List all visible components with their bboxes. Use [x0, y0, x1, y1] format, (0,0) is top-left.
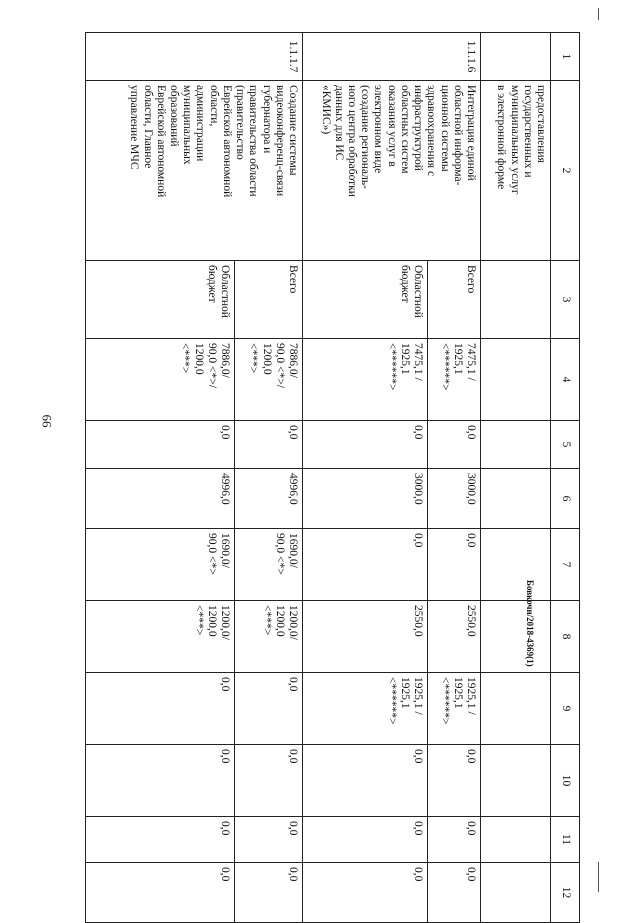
col-header-1: 1	[551, 33, 580, 81]
cell-col-7: 1690,0/ 90,0 <*>	[235, 529, 303, 601]
item-name: Создание системы видеоконференц-связи губернатора и правительства области (правительство Еврейской автономной области, администрации муниципальных образований Еврейской автономной области, Главное управление МЧС	[86, 81, 303, 261]
cell-col-11: 0,0	[428, 817, 481, 863]
document-code: Бовкочн/2018-4369(1)	[525, 580, 535, 667]
col-header-2: 2	[551, 81, 580, 261]
funding-source: Областной бюджет	[86, 261, 235, 339]
cell-col-6: 3000,0	[303, 469, 428, 529]
page-number: 66	[39, 414, 55, 428]
cell-col-12: 0,0	[428, 863, 481, 923]
col-header-12: 12	[551, 863, 580, 923]
cell-col-10: 0,0	[235, 745, 303, 817]
funding-source: Областной бюджет	[303, 261, 428, 339]
item-code: 1.1.1.7	[86, 33, 303, 81]
continued-row	[481, 33, 551, 923]
table-row	[428, 33, 481, 923]
cell-col-12: 0,0	[235, 863, 303, 923]
col-header-8: 8	[551, 601, 580, 673]
continued-name-cell: предоставления государственных и муниципальных услуг в электронной форме	[481, 81, 551, 261]
budget-table-rotated	[85, 32, 580, 899]
funding-source: Всего	[235, 261, 303, 339]
cell-col-4: 7886,0/ 90,0 <*>/ 1200,0 <***>	[86, 339, 235, 421]
cell-col-10: 0,0	[428, 745, 481, 817]
col-header-9: 9	[551, 673, 580, 745]
cell-col-10: 0,0	[86, 745, 235, 817]
header-row	[551, 33, 580, 923]
cell-col-7: 1690,0/ 90,0 <*>	[86, 529, 235, 601]
col-header-7: 7	[551, 529, 580, 601]
col-header-10: 10	[551, 745, 580, 817]
item-name: Интеграция единой областной информа- ционной системы здравоохранения с инфраструктурой областных систем оказания услуг в электронном виде (создание региональ- ного центра обработки данных для ИС «КМИС»)	[303, 81, 481, 261]
cell-col-5: 0,0	[303, 421, 428, 469]
cell-col-7: 0,0	[303, 529, 428, 601]
cell-col-9: 0,0	[86, 673, 235, 745]
col-header-11: 11	[551, 817, 580, 863]
col-header-3: 3	[551, 261, 580, 339]
table-row	[235, 33, 303, 923]
cell-col-4: 7886,0/ 90,0 <*>/ 1200,0 <***>	[235, 339, 303, 421]
budget-table	[85, 32, 580, 923]
col-header-6: 6	[551, 469, 580, 529]
cell-col-5: 0,0	[86, 421, 235, 469]
cell-col-12: 0,0	[86, 863, 235, 923]
cell-col-6: 4996,0	[86, 469, 235, 529]
scan-edge-mark	[598, 8, 599, 20]
cell-col-10: 0,0	[303, 745, 428, 817]
cell-col-8: 2550,0	[428, 601, 481, 673]
cell-col-6: 3000,0	[428, 469, 481, 529]
cell-col-5: 0,0	[428, 421, 481, 469]
cell-col-4: 7475,1 / 1925,1 <******>	[428, 339, 481, 421]
cell-col-8: 1200,0/ 1200,0 <***>	[86, 601, 235, 673]
cell-col-5: 0,0	[235, 421, 303, 469]
cell-col-6: 4996,0	[235, 469, 303, 529]
cell-col-9: 1925,1 / 1925,1 <******>	[303, 673, 428, 745]
col-header-4: 4	[551, 339, 580, 421]
cell-col-4: 7475,1 / 1925,1 <******>	[303, 339, 428, 421]
cell-col-11: 0,0	[235, 817, 303, 863]
scan-edge-mark	[598, 862, 599, 892]
cell-col-9: 1925,1 / 1925,1 <******>	[428, 673, 481, 745]
cell-col-9: 0,0	[235, 673, 303, 745]
cell-col-8: 2550,0	[303, 601, 428, 673]
cell-col-11: 0,0	[303, 817, 428, 863]
cell-col-8: 1200,0/ 1200,0 <***>	[235, 601, 303, 673]
cell-col-7: 0,0	[428, 529, 481, 601]
funding-source: Всего	[428, 261, 481, 339]
continued-code-cell	[481, 33, 551, 81]
cell-col-11: 0,0	[86, 817, 235, 863]
cell-col-12: 0,0	[303, 863, 428, 923]
item-code: 1.1.1.6	[303, 33, 481, 81]
col-header-5: 5	[551, 421, 580, 469]
